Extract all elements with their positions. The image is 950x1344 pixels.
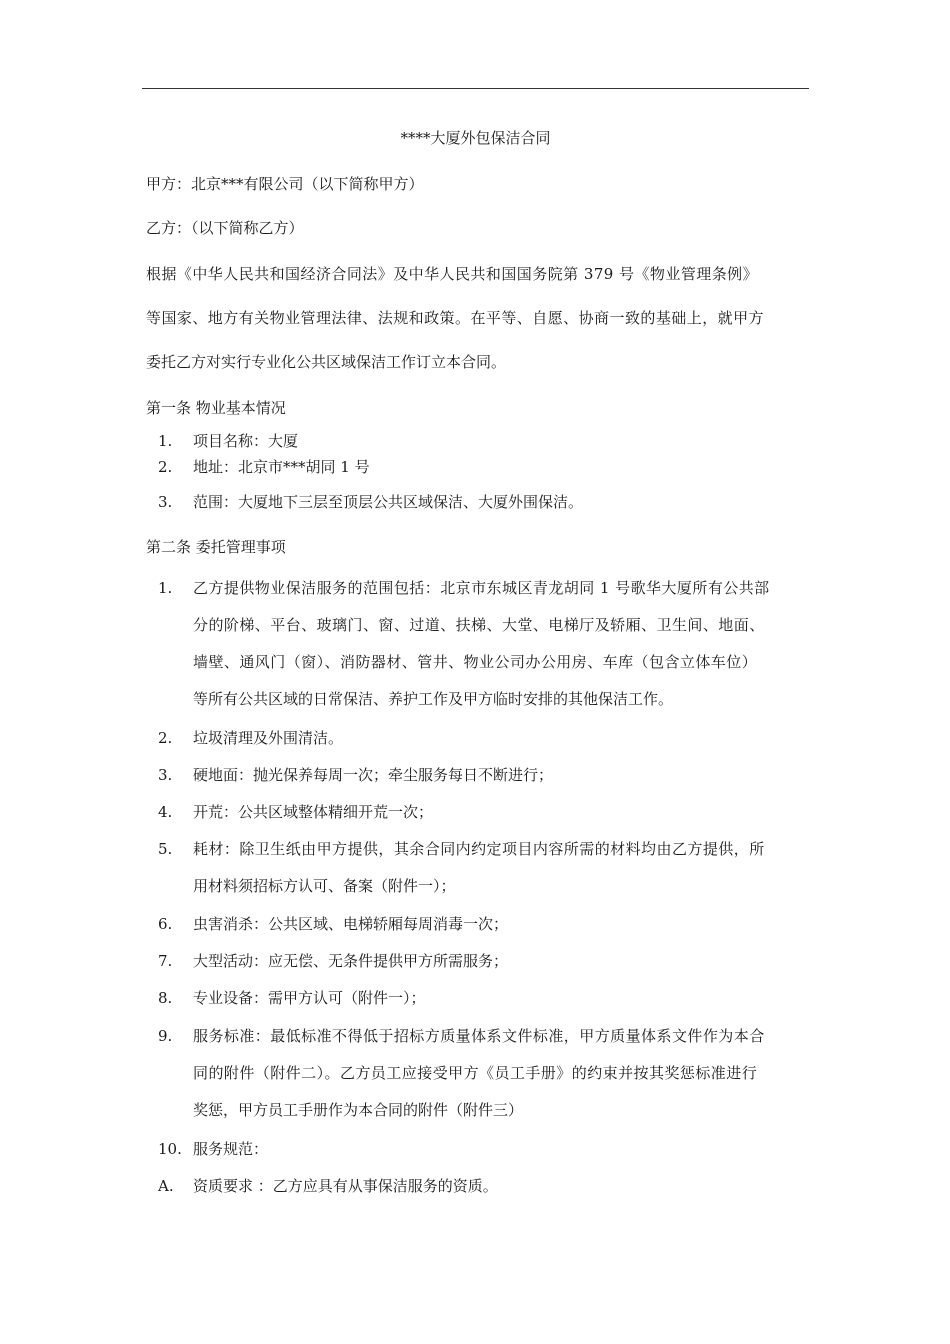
list-item: 专业设备：需甲方认可（附件一）； <box>193 989 426 1007</box>
list-number: 1. <box>158 432 173 450</box>
list-number: 3. <box>158 493 173 511</box>
list-item: 硬地面：抛光保养每周一次；牵尘服务每日不断进行； <box>193 766 554 784</box>
preamble-line: 根据《中华人民共和国经济合同法》及中华人民共和国国务院第 379 号《物业管理条例》 <box>146 265 759 283</box>
list-number: 10. <box>158 1140 182 1158</box>
list-number: 8. <box>158 989 173 1007</box>
header-rule <box>142 88 809 89</box>
list-item: 大型活动：应无偿、无条件提供甲方所需服务； <box>193 952 509 970</box>
list-item: 范围：大厦地下三层至顶层公共区域保洁、大厦外围保洁。 <box>193 493 584 511</box>
list-item-continuation: 用材料须招标方认可、备案（附件一）； <box>193 877 456 895</box>
list-item: 服务标准：最低标准不得低于招标方质量体系文件标准，甲方质量体系文件作为本合 <box>193 1027 765 1045</box>
list-number: 7. <box>158 952 173 970</box>
list-number: 6. <box>158 915 173 933</box>
list-letter: A. <box>158 1177 174 1195</box>
list-item-continuation: 墙壁、通风门（窗）、消防器材、管井、物业公司办公用房、车库（包含立体车位） <box>193 653 758 671</box>
preamble-line: 委托乙方对实行专业化公共区域保洁工作订立本合同。 <box>146 353 507 371</box>
list-number: 2. <box>158 458 173 476</box>
list-number: 3. <box>158 766 173 784</box>
article2-heading: 第二条 委托管理事项 <box>146 538 286 556</box>
list-item: 地址：北京市***胡同 1 号 <box>193 458 370 476</box>
list-item: 虫害消杀：公共区域、电梯轿厢每周消毒一次； <box>193 915 509 933</box>
list-item: 项目名称：大厦 <box>193 432 299 450</box>
list-item-continuation: 等所有公共区域的日常保洁、养护工作及甲方临时安排的其他保洁工作。 <box>193 690 674 708</box>
list-item: 服务规范： <box>193 1140 269 1158</box>
list-item-continuation: 奖惩，甲方员工手册作为本合同的附件（附件三） <box>193 1101 524 1119</box>
preamble-line: 等国家、地方有关物业管理法律、法规和政策。在平等、自愿、协商一致的基础上，就甲方 <box>146 309 765 327</box>
list-number: 4. <box>158 803 173 821</box>
contract-title: ****大厦外包保洁合同 <box>400 129 551 147</box>
list-number: 9. <box>158 1027 173 1045</box>
list-item: 耗材：除卫生纸由甲方提供，其余合同内约定项目内容所需的材料均由乙方提供，所 <box>193 840 765 858</box>
list-item: 乙方提供物业保洁服务的范围包括：北京市东城区青龙胡同 1 号歌华大厦所有公共部 <box>193 579 770 597</box>
list-number: 1. <box>158 579 173 597</box>
party-b: 乙方：（以下简称乙方） <box>146 219 304 237</box>
article1-heading: 第一条 物业基本情况 <box>146 399 286 417</box>
list-number: 5. <box>158 840 173 858</box>
list-item-continuation: 同的附件（附件二）。乙方员工应接受甲方《员工手册》的约束并按其奖惩标准进行 <box>193 1064 758 1082</box>
list-item-continuation: 分的阶梯、平台、玻璃门、窗、过道、扶梯、大堂、电梯厅及轿厢、卫生间、地面、 <box>193 616 765 634</box>
list-number: 2. <box>158 729 173 747</box>
list-item: 垃圾清理及外围清洁。 <box>193 729 344 747</box>
party-a: 甲方：北京***有限公司（以下简称甲方） <box>146 175 424 193</box>
list-item: 开荒：公共区域整体精细开荒一次； <box>193 803 434 821</box>
list-item: 资质要求 ：乙方应具有从事保洁服务的资质。 <box>193 1177 498 1195</box>
